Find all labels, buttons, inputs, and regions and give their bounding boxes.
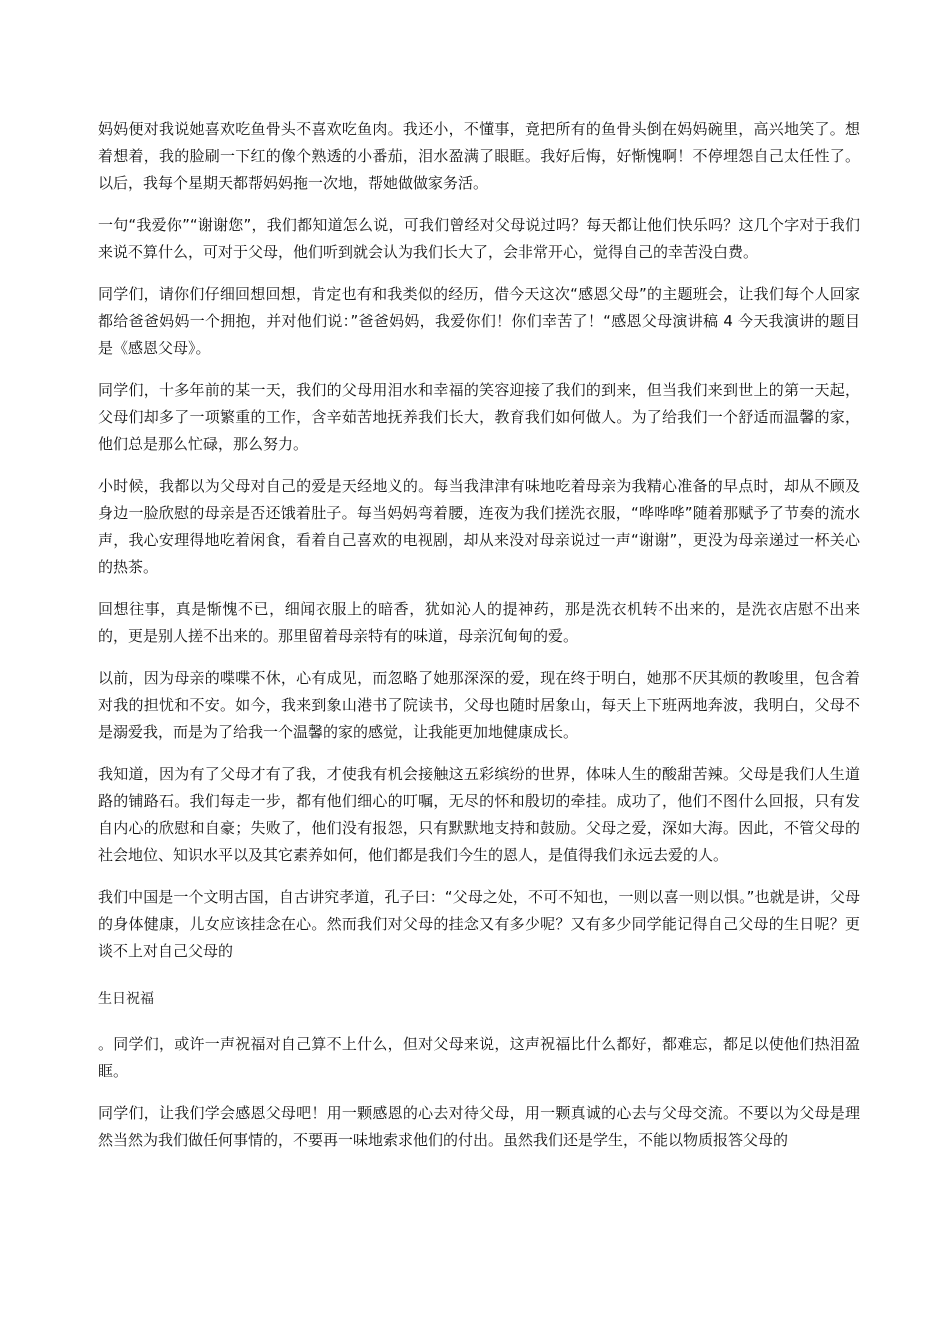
paragraph-11: 同学们，让我们学会感恩父母吧！用一颗感恩的心去对待父母，用一颗真诚的心去与父母交流。不要以为父母是理然当然为我们做任何事情的，不要再一味地索求他们的付出。虽然我们还是学生，不能以物质报答父母的 xyxy=(98,1104,860,1149)
paragraph-7: 以前，因为母亲的喋喋不休，心有成见，而忽略了她那深深的爱，现在终于明白，她那不厌其烦的教唆里，包含着对我的担忧和不安。如今，我来到象山港书了院读书，父母也随时居象山，每天上下班两地奔波，我明白，父母不是溺爱我，而是为了给我一个温馨的家的感觉，让我能更加地健康成长。 xyxy=(98,669,860,741)
paragraph-3: 同学们，请你们仔细回想回想，肯定也有和我类似的经历，借今天这次“感恩父母”的主题班会，让我们每个人回家都给爸爸妈妈一个拥抱，并对他们说：”爸爸妈妈，我爱你们！你们幸苦了！“感恩父母演讲稿 4 今天我演讲的题目是《感恩父母》。 xyxy=(98,285,860,357)
section-heading: 生日祝福 xyxy=(98,991,154,1007)
paragraph-5: 小时候，我都以为父母对自己的爱是天经地义的。每当我津津有味地吃着母亲为我精心准备的早点时，却从不顾及身边一脸欣慰的母亲是否还饿着肚子。每当妈妈弯着腰，连夜为我们搓洗衣服，“哗哗哗”随着那赋予了节奏的流水声，我心安理得地吃着闲食，看着自己喜欢的电视剧，却从来没对母亲说过一声“谢谢”，更没为母亲递过一杯关心的热茶。 xyxy=(98,477,860,576)
paragraph-6: 回想往事，真是惭愧不已，细闻衣服上的暗香，犹如沁人的提神药，那是洗衣机转不出来的，是洗衣店慰不出来的，更是别人搓不出来的。那里留着母亲特有的味道，母亲沉甸甸的爱。 xyxy=(98,600,860,645)
paragraph-2: 一句“我爱你”“谢谢您”，我们都知道怎么说，可我们曾经对父母说过吗？每天都让他们快乐吗？这几个字对于我们来说不算什么，可对于父母，他们听到就会认为我们长大了，会非常开心，觉得自己的幸苦没白费。 xyxy=(98,216,860,261)
paragraph-8: 我知道，因为有了父母才有了我，才使我有机会接触这五彩缤纷的世界，体味人生的酸甜苦辣。父母是我们人生道路的铺路石。我们每走一步，都有他们细心的叮嘱，无尽的怀和殷切的牵挂。成功了，他们不图什么回报，只有发自内心的欣慰和自豪；失败了，他们没有报怨，只有默默地支持和鼓励。父母之爱，深如大海。因此，不管父母的社会地位、知识水平以及其它素养如何，他们都是我们今生的恩人，是值得我们永远去爱的人。 xyxy=(98,765,860,864)
paragraph-10: 。同学们，或许一声祝福对自己算不上什么，但对父母来说，这声祝福比什么都好，都难忘，都足以使他们热泪盈眶。 xyxy=(98,1035,860,1080)
paragraph-1: 妈妈便对我说她喜欢吃鱼骨头不喜欢吃鱼肉。我还小，不懂事，竟把所有的鱼骨头倒在妈妈碗里，高兴地笑了。想着想着，我的脸刷一下红的像个熟透的小番茄，泪水盈满了眼眶。我好后悔，好惭愧啊！不停埋怨自己太任性了。以后，我每个星期天都帮妈妈拖一次地，帮她做做家务活。 xyxy=(98,120,860,192)
paragraph-4: 同学们，十多年前的某一天，我们的父母用泪水和幸福的笑容迎接了我们的到来，但当我们来到世上的第一天起，父母们却多了一项繁重的工作，含辛茹苦地抚养我们长大，教育我们如何做人。为了给我们一个舒适而温馨的家，他们总是那么忙碌，那么努力。 xyxy=(98,381,860,453)
document-page xyxy=(98,116,860,1169)
paragraph-9: 我们中国是一个文明古国，自古讲究孝道，孔子曰：“父母之处，不可不知也，一则以喜一则以惧。”也就是讲，父母的身体健康，儿女应该挂念在心。然而我们对父母的挂念又有多少呢？又有多少同学能记得自己父母的生日呢？更谈不上对自己父母的 xyxy=(98,888,860,960)
